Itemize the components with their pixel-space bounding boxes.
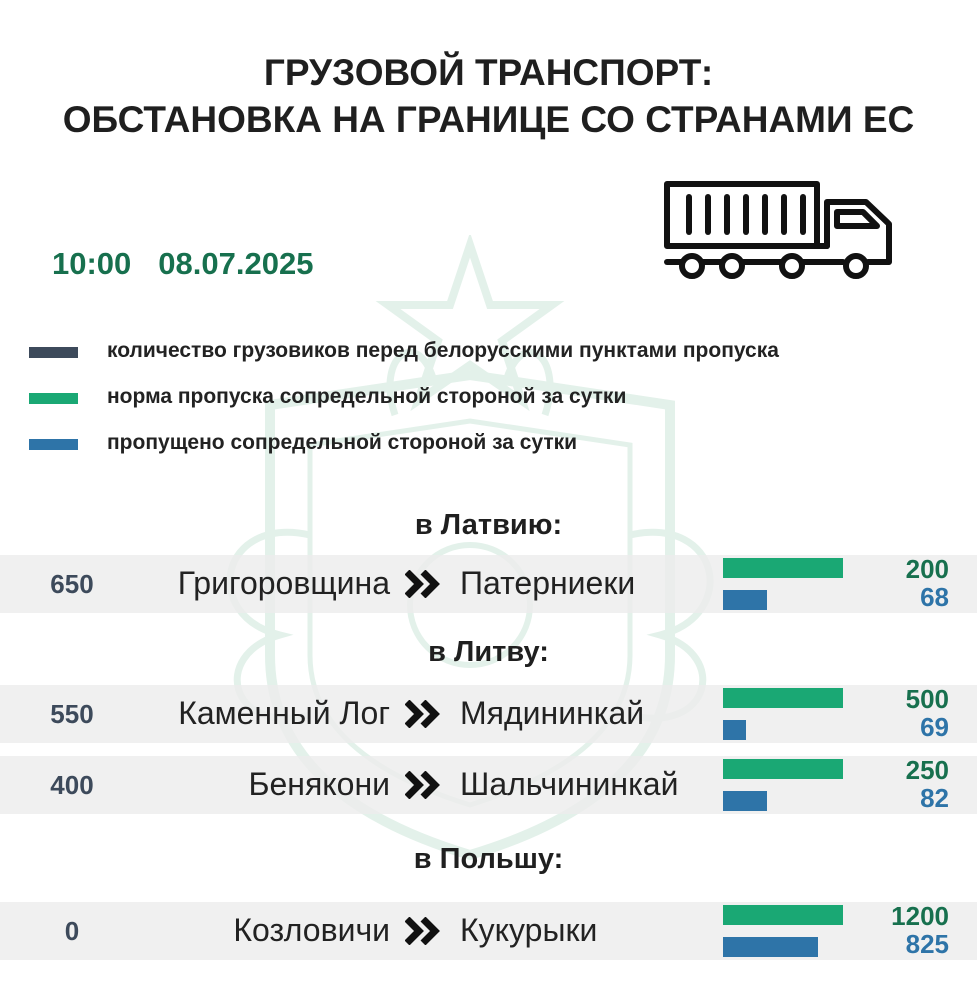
passed-value: 69 [920,712,949,742]
passed-value: 82 [920,783,949,813]
date-label: 08.07.2025 [158,246,314,281]
legend-swatch-queue [29,347,78,358]
checkpoint-to: Мядининкай [460,695,645,731]
checkpoint-to: Шальчининкай [460,766,679,802]
norm-value: 250 [905,755,949,785]
crossing-row [0,685,977,743]
norm-value: 500 [905,684,949,714]
norm-bar [723,759,843,779]
legend-item-passed [29,429,929,459]
double-chevron-right-icon [405,917,441,945]
double-chevron-right-icon [405,700,441,728]
legend-item-norm [29,383,929,413]
checkpoint-from: Бенякони [248,766,390,802]
truck-icon [663,180,895,280]
norm-value: 1200 [891,901,949,931]
group-heading-lithuania: в Литву: [428,636,549,668]
norm-bar [723,688,843,708]
checkpoint-to: Патерниеки [460,565,636,601]
title-line-1: ГРУЗОВОЙ ТРАНСПОРТ: [263,52,714,93]
checkpoint-to: Кукурыки [460,912,598,948]
checkpoint-from: Козловичи [233,912,390,948]
passed-bar [723,590,767,610]
legend-label-norm: норма пропуска сопредельной стороной за сутки [107,385,627,408]
norm-value: 200 [905,554,949,584]
passed-bar [723,720,746,740]
group-heading-poland: в Польшу: [413,843,564,875]
crossing-row [0,902,977,960]
datetime [52,246,313,282]
passed-bar [723,791,767,811]
legend-swatch-norm [29,393,78,404]
checkpoint-from: Каменный Лог [178,695,390,731]
legend-item-queue [29,337,929,367]
crossing-row [0,555,977,613]
time-label: 10:00 [52,246,132,281]
passed-value: 68 [920,582,949,612]
group-heading-latvia: в Латвию: [414,509,563,541]
double-chevron-right-icon [405,570,441,598]
queue-count: 550 [50,699,94,729]
norm-bar [723,905,843,925]
passed-bar [723,937,818,957]
checkpoint-from: Григоровщина [177,565,390,601]
queue-count: 400 [50,770,94,800]
double-chevron-right-icon [405,771,441,799]
queue-count: 650 [50,569,94,599]
norm-bar [723,558,843,578]
passed-value: 825 [905,929,949,959]
queue-count: 0 [64,916,80,946]
crossing-row [0,756,977,814]
legend-swatch-passed [29,439,78,450]
legend-label-queue: количество грузовиков перед белорусскими пунктами пропуска [107,339,779,362]
title-line-2: ОБСТАНОВКА НА ГРАНИЦЕ СО СТРАНАМИ ЕС [62,99,915,140]
legend-label-passed: пропущено сопредельной стороной за сутки [107,431,578,454]
